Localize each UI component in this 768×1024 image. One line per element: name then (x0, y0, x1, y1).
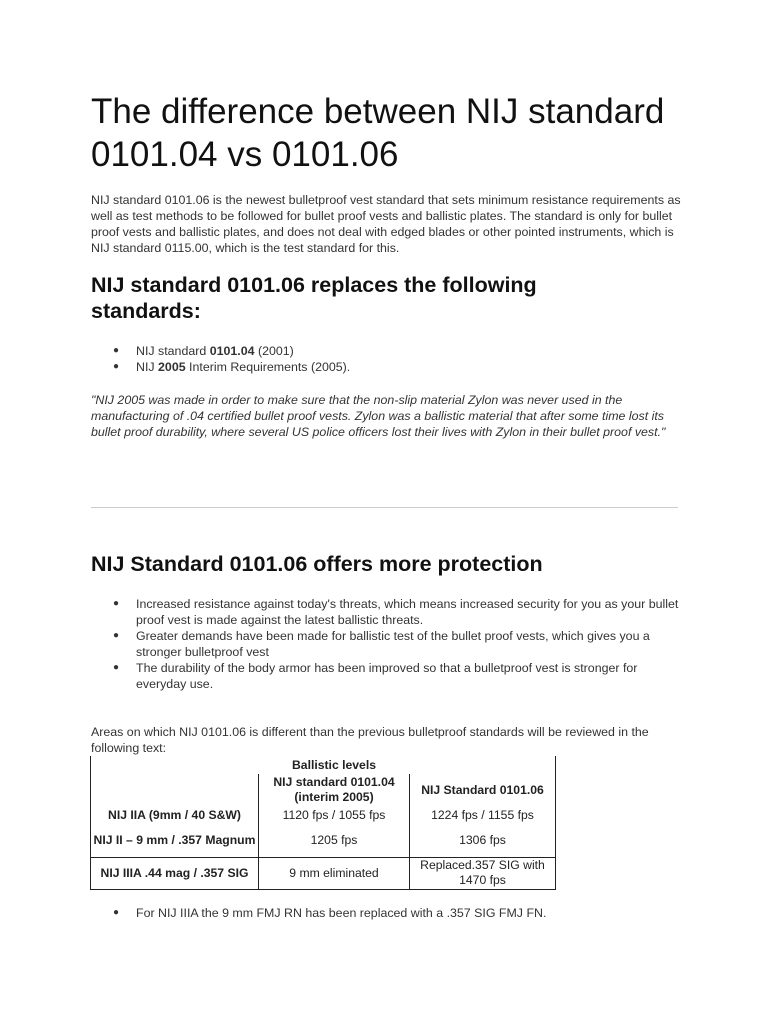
final-notes-list (91, 905, 691, 921)
list-item (91, 596, 691, 628)
intro-paragraph: NIJ standard 0101.06 is the newest bulletproof vest standard that sets minimum resistance requirements as well as test methods to be followed for bullet proof vests and ballistic plates. The standard is only for bullet proof vests and ballistic plates, and does not deal with edged blades or other pointed instruments, which is NIJ standard 0115.00, which is the test standard for this. (91, 193, 681, 255)
table-level-cell: NIJ IIA (9mm / 40 S&W) (91, 806, 259, 825)
zylon-quote: "NIJ 2005 was made in order to make sure that the non-slip material Zylon was never used in the manufacturing of .04 certified bullet proof vests. Zylon was a ballistic material that after some time lost its bullet proof durability, where several US police officers lost their lives with Zylon in their bullet proof vest." (91, 393, 666, 439)
replaced-standards-list (91, 343, 651, 375)
bullet-icon: ● (113, 907, 120, 918)
bullet-icon: ● (113, 361, 120, 372)
table-empty-cell (410, 756, 556, 774)
table-empty-cell (91, 774, 259, 806)
section-heading-replaces: NIJ standard 0101.06 replaces the following standards: (91, 273, 537, 323)
list-item-text: For NIJ IIIA the 9 mm FMJ RN has been replaced with a .357 SIG FMJ FN. (136, 906, 547, 920)
table-level-cell: NIJ IIIA .44 mag / .357 SIG (91, 857, 259, 889)
list-item-bold-text: 0101.04 (209, 344, 255, 358)
bullet-icon: ● (113, 662, 120, 673)
list-item (91, 359, 651, 375)
table-value-cell: 9 mm eliminated (259, 857, 410, 889)
table-col-header-0101-06: NIJ Standard 0101.06 (410, 774, 556, 806)
table-value-cell: 1205 fps (259, 825, 410, 857)
list-item (91, 343, 651, 359)
table-value-cell: Replaced.357 SIG with 1470 fps (410, 857, 556, 889)
bullet-icon: ● (113, 598, 120, 609)
bullet-icon: ● (113, 345, 120, 356)
horizontal-divider (91, 507, 678, 508)
table-level-cell: NIJ II – 9 mm / .357 Magnum (91, 825, 259, 857)
list-item (91, 905, 691, 921)
list-item-text: NIJ standard (136, 344, 210, 358)
table-group-header: Ballistic levels (291, 757, 376, 772)
protection-benefits-list (91, 596, 691, 692)
section-heading-protection: NIJ Standard 0101.06 offers more protection (91, 552, 543, 576)
list-item-text: Greater demands have been made for ballistic test of the bullet proof vests, which gives you a stronger bulletproof vest (136, 629, 650, 659)
list-item-text: Interim Requirements (2005). (185, 360, 351, 374)
list-item-bold-text: 2005 (158, 360, 186, 374)
bullet-icon: ● (113, 630, 120, 641)
list-item-text: The durability of the body armor has been improved so that a bulletproof vest is stronger for everyday use. (136, 661, 638, 691)
table-col-header-0101-04: NIJ standard 0101.04 (interim 2005) (259, 774, 410, 806)
list-item (91, 660, 691, 692)
list-item-text: NIJ (136, 360, 159, 374)
list-item-text: (2001) (254, 344, 294, 358)
table-value-cell: 1120 fps / 1055 fps (259, 806, 410, 825)
table-value-cell: 1224 fps / 1155 fps (410, 806, 556, 825)
list-item (91, 628, 691, 660)
page-title: The difference between NIJ standard 0101.04 vs 0101.06 (91, 92, 665, 174)
areas-paragraph: Areas on which NIJ 0101.06 is different than the previous bulletproof standards will be reviewed in the following text: (91, 725, 649, 755)
table-value-cell: 1306 fps (410, 825, 556, 857)
list-item-text: Increased resistance against today's threats, which means increased security for you as your bullet proof vest is made against the latest ballistic threats. (136, 597, 679, 627)
table-corner-cell (91, 756, 259, 774)
ballistic-levels-table (90, 756, 556, 890)
